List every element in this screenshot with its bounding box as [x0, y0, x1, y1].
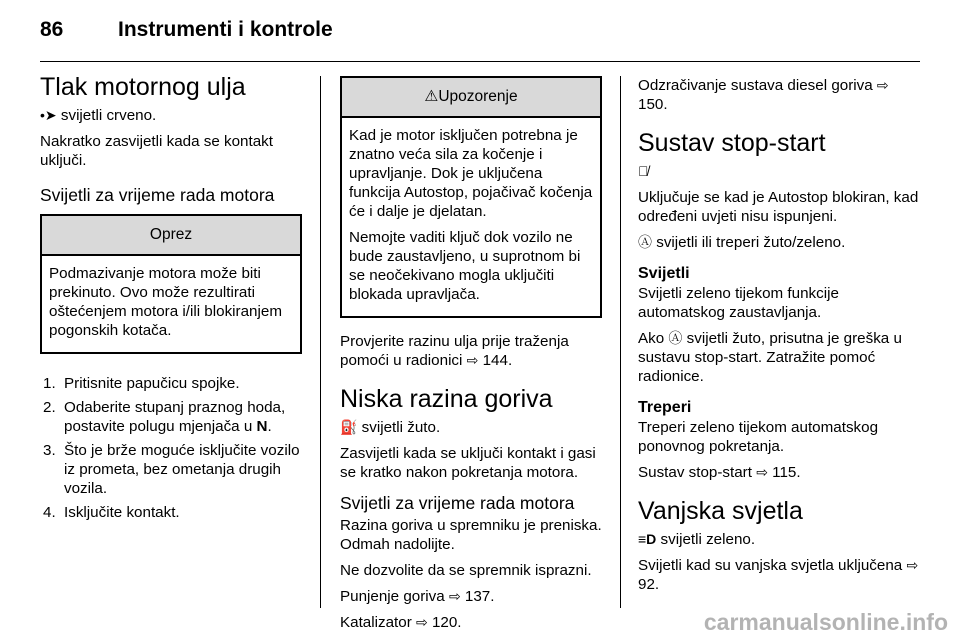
fuel-pump-icon: ⛽: [340, 419, 358, 435]
subheading-blinks: Treperi: [638, 399, 692, 416]
page-ref: 92.: [638, 576, 660, 593]
page-number: 86: [40, 18, 64, 41]
caution-box: [40, 214, 302, 354]
exterior-light-icon: ≡D: [638, 531, 657, 547]
column-1: [40, 72, 302, 527]
autostop-off-icon: Ⓐ̸: [638, 163, 649, 179]
list-item: [40, 374, 302, 393]
diesel-ref-para: [638, 76, 920, 114]
column-2: [340, 76, 602, 639]
step-number: 1.: [43, 375, 56, 392]
warning-text-1: Kad je motor isključen potrebna je znatno veća sila za kočenje i upravljanje. Dok je uključena funkcija Autostop, pojačivač kočenja će i dalje je djelatan.: [349, 127, 593, 220]
oil-para: Nakratko zasvijetli kada se kontakt uključi.: [40, 133, 273, 169]
lights-text: Svijetli zeleno tijekom funkcije automatskog zaustavljanja.: [638, 285, 839, 321]
oil-can-icon: •➤: [40, 107, 57, 123]
ext-text: Svijetli kad su vanjska svjetla uključena: [638, 557, 903, 574]
fault-text: svijetli žuto, prisutna je greška u sustavu stop-start. Zatražite pomoć radionice.: [638, 330, 902, 385]
oil-lamp-text: svijetli crveno.: [60, 107, 157, 124]
stop-para-2: [638, 233, 920, 252]
list-item: [40, 503, 302, 522]
warning-header: [342, 78, 600, 118]
blink-text: Treperi zeleno tijekom automatskog ponovnog pokretanja.: [638, 419, 879, 455]
page-ref: 144.: [482, 352, 513, 369]
page-ref: 150.: [638, 96, 668, 113]
step-number: 3.: [43, 442, 56, 459]
subheading-lights: Svijetli: [638, 265, 690, 282]
stop-para-1: Uključuje se kad je Autostop blokiran, kad određeni uvjeti nisu ispunjeni.: [638, 189, 919, 225]
autostop-off-icon-line: [638, 162, 920, 181]
header-rule: [40, 61, 920, 62]
warning-title: Upozorenje: [438, 88, 518, 105]
warning-box: [340, 76, 602, 318]
section-heading-stop-start: Sustav stop-start: [638, 129, 826, 157]
step-text: Isključite kontakt.: [64, 504, 180, 521]
caution-text: Podmazivanje motora može biti prekinuto. Ovo može rezultirati oštećenjem motora i/ili blokiranjem pogonskih kotača.: [49, 265, 282, 339]
warning-text-2: Nemojte vaditi ključ dok vozilo ne bude zaustavljeno, u suprotnom bi se neočekivano mogla uključiti blokada upravljača.: [349, 229, 581, 303]
oil-lamp-line: [40, 106, 302, 125]
list-item: [40, 441, 302, 498]
page-ref-arrow-icon: ⇨: [448, 588, 461, 604]
stop-ref-label: Sustav stop-start: [638, 464, 752, 481]
oil-check-text: Provjerite razinu ulja prije traženja pomoći u radionici: [340, 333, 569, 369]
fuel-para-1: Zasvijetli kada se uključi kontakt i gasi se kratko nakon pokretanja motora.: [340, 445, 596, 481]
column-divider-left: [320, 76, 321, 608]
section-heading-oil-pressure: Tlak motornog ulja: [40, 73, 246, 101]
diesel-text: Odzračivanje sustava diesel goriva: [638, 77, 873, 94]
autostop-icon: Ⓐ: [638, 234, 652, 250]
page-ref: 137.: [464, 588, 495, 605]
section-heading-low-fuel: Niska razina goriva: [340, 385, 553, 413]
list-item: [40, 398, 302, 436]
page-header-title: Instrumenti i kontrole: [118, 18, 333, 41]
step-number: 2.: [43, 399, 56, 416]
caution-title: Oprez: [42, 216, 300, 256]
gear-neutral: N: [256, 418, 268, 435]
watermark: carmanualsonline.info: [703, 609, 948, 635]
autostop-icon: Ⓐ: [668, 330, 683, 346]
page-ref-arrow-icon: ⇨: [756, 464, 768, 480]
section-heading-exterior-lights: Vanjska svjetla: [638, 497, 803, 525]
page-ref-arrow-icon: ⇨: [466, 352, 479, 368]
column-3: [638, 76, 920, 601]
subheading-fuel-running: Svijetli za vrijeme rada motora: [340, 493, 575, 513]
catalyst-ref-line: [340, 613, 602, 632]
column-divider-right: [620, 76, 621, 608]
fuel-para-2: Razina goriva u spremniku je preniska. Odmah nadolijte.: [340, 517, 602, 553]
fault-para: [638, 329, 920, 386]
fuel-lamp-line: [340, 418, 602, 437]
step-number: 4.: [43, 504, 56, 521]
page-ref: 120.: [431, 614, 462, 631]
ext-lamp-line: [638, 530, 920, 549]
ext-para: [638, 556, 920, 594]
step-text-end: .: [267, 418, 272, 435]
ext-lamp-text: svijetli zeleno.: [660, 531, 756, 548]
refuel-label: Punjenje goriva: [340, 588, 445, 605]
fault-text-pre: Ako: [638, 330, 665, 347]
subheading-running: Svijetli za vrijeme rada motora: [40, 185, 275, 205]
warning-triangle-icon: ⚠: [424, 88, 439, 105]
steps-list: [40, 374, 302, 522]
catalyst-label: Katalizator: [340, 614, 412, 631]
page-ref: 115.: [772, 464, 801, 481]
page-ref-arrow-icon: ⇨: [906, 557, 919, 573]
page-ref-arrow-icon: ⇨: [876, 77, 889, 93]
step-text: Pritisnite papučicu spojke.: [64, 375, 240, 392]
step-text: Odaberite stupanj praznog hoda, postavite polugu mjenjača u: [64, 399, 286, 435]
fuel-para-3: Ne dozvolite da se spremnik isprazni.: [340, 562, 592, 579]
page-ref-arrow-icon: ⇨: [416, 614, 428, 630]
step-text: Što je brže moguće isključite vozilo iz prometa, bez ometanja drugih vozila.: [64, 442, 300, 497]
stop-para-2-text: svijetli ili treperi žuto/zeleno.: [656, 234, 846, 251]
refuel-ref-line: [340, 587, 602, 606]
stop-ref-line: [638, 463, 920, 482]
oil-check-para: [340, 332, 602, 370]
fuel-lamp-text: svijetli žuto.: [361, 419, 441, 436]
